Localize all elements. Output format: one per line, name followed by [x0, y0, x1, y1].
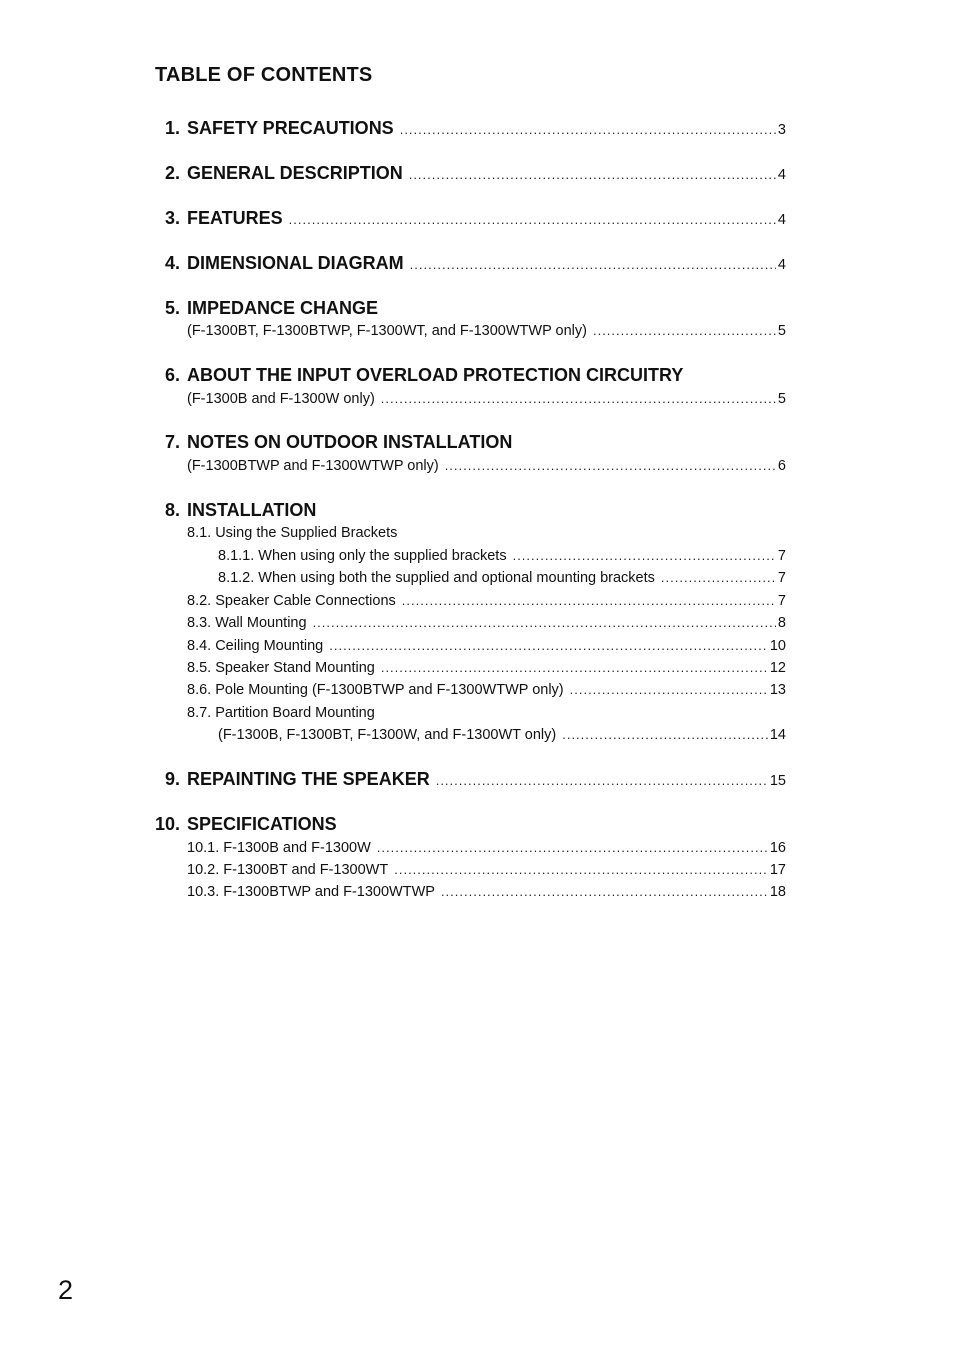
toc-subentry[interactable]	[0, 458, 954, 474]
toc-subentry[interactable]	[0, 705, 954, 721]
entry-number: 9.	[164, 769, 180, 789]
entry-page: 4	[777, 212, 786, 228]
entry-page: 17	[769, 862, 786, 878]
leader-dots	[377, 840, 768, 855]
leader-dots	[400, 122, 776, 137]
entry-page: 13	[769, 682, 786, 698]
toc-entry-features[interactable]	[0, 208, 954, 229]
subentry-text: 8.1.2. When using both the supplied and optional mounting brackets	[218, 570, 655, 586]
toc-subentry[interactable]	[0, 884, 954, 900]
toc-subentry[interactable]	[0, 570, 954, 586]
toc-subentry[interactable]	[0, 660, 954, 676]
toc-entry-general-description[interactable]	[0, 163, 954, 184]
toc-entry-dimensional-diagram[interactable]	[0, 253, 954, 274]
toc-entry-repainting-the-speaker[interactable]	[0, 769, 954, 790]
leader-dots	[445, 458, 776, 473]
entry-page: 14	[769, 727, 786, 743]
entry-number: 1.	[164, 118, 180, 138]
entry-title: FEATURES	[187, 208, 283, 228]
toc-subentry[interactable]	[0, 391, 954, 407]
toc-entry-impedance-change[interactable]	[0, 298, 954, 319]
subentry-text: 8.2. Speaker Cable Connections	[187, 593, 396, 609]
entry-title: INSTALLATION	[187, 500, 317, 520]
entry-page: 5	[777, 391, 786, 407]
leader-dots	[593, 323, 776, 338]
subentry-text: (F-1300B, F-1300BT, F-1300W, and F-1300WT only)	[218, 727, 557, 743]
leader-dots	[394, 862, 768, 877]
entry-page: 4	[777, 257, 786, 273]
leader-dots	[329, 638, 768, 653]
entry-page: 7	[777, 593, 786, 609]
subentry-text: (F-1300BT, F-1300BTWP, F-1300WT, and F-1300WTWP only)	[187, 323, 587, 339]
toc-subentry[interactable]	[0, 593, 954, 609]
entry-title: REPAINTING THE SPEAKER	[187, 769, 430, 789]
toc-entry-installation[interactable]	[0, 500, 954, 521]
entry-number: 5.	[164, 298, 180, 318]
entry-title: SAFETY PRECAUTIONS	[187, 118, 394, 138]
toc-subentry[interactable]	[0, 862, 954, 878]
entry-number: 3.	[164, 208, 180, 228]
leader-dots	[289, 212, 776, 227]
subentry-text: 8.1. Using the Supplied Brackets	[187, 525, 398, 541]
entry-number: 4.	[164, 253, 180, 273]
entry-page: 18	[769, 884, 786, 900]
entry-page: 3	[777, 122, 786, 138]
entry-page: 7	[777, 570, 786, 586]
toc-subentry[interactable]	[0, 682, 954, 698]
toc-subentry[interactable]	[0, 548, 954, 564]
entry-title: IMPEDANCE CHANGE	[187, 298, 379, 318]
leader-dots	[410, 257, 776, 272]
subentry-text: (F-1300B and F-1300W only)	[187, 391, 375, 407]
leader-dots	[513, 548, 776, 563]
leader-dots	[441, 884, 768, 899]
toc-entry-specifications[interactable]	[0, 814, 954, 835]
leader-dots	[402, 593, 776, 608]
toc-entry-input-overload-protection[interactable]	[0, 365, 954, 386]
toc-subentry[interactable]	[0, 525, 954, 541]
leader-dots	[436, 773, 768, 788]
subentry-text: 10.2. F-1300BT and F-1300WT	[187, 862, 389, 878]
entry-title: ABOUT THE INPUT OVERLOAD PROTECTION CIRCUITRY	[187, 365, 684, 385]
toc-subentry[interactable]	[0, 840, 954, 856]
subentry-text: 10.3. F-1300BTWP and F-1300WTWP	[187, 884, 435, 900]
page-number: 2	[58, 1275, 74, 1305]
toc-subentry[interactable]	[0, 615, 954, 631]
leader-dots	[661, 570, 776, 585]
leader-dots	[570, 682, 768, 697]
subentry-text: 8.6. Pole Mounting (F-1300BTWP and F-1300WTWP only)	[187, 682, 564, 698]
entry-number: 6.	[164, 365, 180, 385]
entry-page: 16	[769, 840, 786, 856]
subentry-text: 8.1.1. When using only the supplied brackets	[218, 548, 507, 564]
entry-title: NOTES ON OUTDOOR INSTALLATION	[187, 432, 513, 452]
toc-subentry[interactable]	[0, 727, 954, 743]
toc-entry-safety-precautions[interactable]	[0, 118, 954, 139]
subentry-text: 8.5. Speaker Stand Mounting	[187, 660, 375, 676]
toc-subentry[interactable]	[0, 323, 954, 339]
entry-number: 7.	[164, 432, 180, 452]
subentry-text: 8.7. Partition Board Mounting	[187, 705, 375, 721]
subentry-text: (F-1300BTWP and F-1300WTWP only)	[187, 458, 439, 474]
entry-page: 5	[777, 323, 786, 339]
leader-dots	[409, 167, 776, 182]
entry-page: 6	[777, 458, 786, 474]
entry-number: 2.	[164, 163, 180, 183]
leader-dots	[313, 615, 776, 630]
entry-title: DIMENSIONAL DIAGRAM	[187, 253, 404, 273]
subentry-text: 8.4. Ceiling Mounting	[187, 638, 324, 654]
entry-page: 10	[769, 638, 786, 654]
leader-dots	[381, 660, 768, 675]
entry-page: 7	[777, 548, 786, 564]
entry-page: 8	[777, 615, 786, 631]
toc-subentry[interactable]	[0, 638, 954, 654]
subentry-text: 10.1. F-1300B and F-1300W	[187, 840, 371, 856]
subentry-text: 8.3. Wall Mounting	[187, 615, 307, 631]
entry-number: 10.	[154, 814, 180, 834]
entry-number: 8.	[164, 500, 180, 520]
leader-dots	[381, 391, 776, 406]
toc-title: TABLE OF CONTENTS	[155, 64, 373, 86]
leader-dots	[562, 727, 768, 742]
entry-title: SPECIFICATIONS	[187, 814, 337, 834]
entry-page: 12	[769, 660, 786, 676]
entry-page: 15	[769, 773, 786, 789]
toc-entry-outdoor-installation[interactable]	[0, 432, 954, 453]
entry-title: GENERAL DESCRIPTION	[187, 163, 403, 183]
entry-page: 4	[777, 167, 786, 183]
